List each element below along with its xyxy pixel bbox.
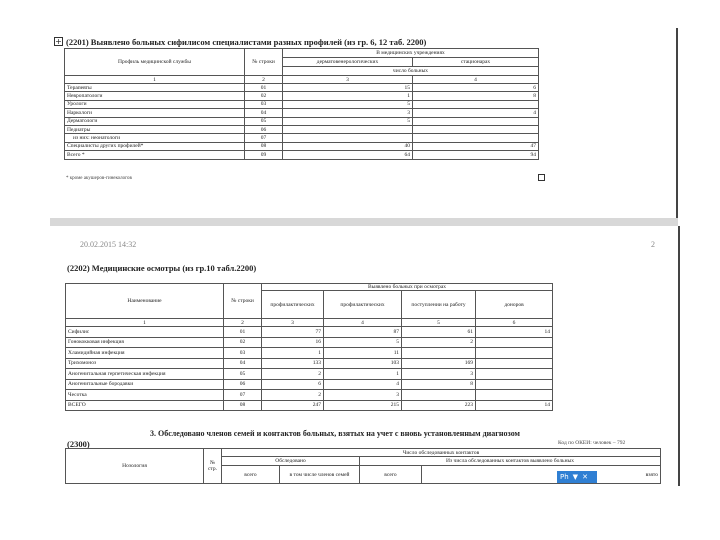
group-header: Выявлено больных при осмотрах (262, 284, 553, 291)
close-icon[interactable]: ✕ (582, 473, 588, 481)
col-header-name: Наименование (66, 284, 224, 319)
group-header: В медицинских учреждениях (283, 49, 539, 58)
language-label: Ph (560, 473, 569, 481)
cell-d (476, 337, 553, 348)
col-header-profile: Профиль медицинской службы (65, 49, 245, 76)
cell-b: 6 (413, 84, 539, 92)
table-2201 (64, 48, 539, 160)
row-no: 05 (245, 117, 283, 125)
row-name: Аногенитальная герпетическая инфекция (66, 369, 224, 380)
cell-c (402, 390, 476, 401)
table-2202 (65, 283, 553, 411)
col-header-row-no: № стр. (204, 449, 222, 484)
table-row (66, 369, 553, 380)
cell-b: 3 (324, 390, 402, 401)
table-row (66, 337, 553, 348)
footnote: * кроме акушеров-гинекологов (66, 176, 132, 181)
cell-b: 47 (413, 142, 539, 150)
col-header-a: дерматовенерологических (283, 58, 413, 67)
table-row (65, 84, 539, 92)
sub-header-detected: Из числа обследованных контактов выявлено больных (360, 457, 661, 466)
table-2201-title: (2201) Выявлено больных сифилисом специалистами разных профилей (из гр. 6, 12 таб. 2200) (66, 37, 427, 47)
table-row (65, 117, 539, 125)
cell-d (476, 369, 553, 380)
row-no: 07 (224, 390, 262, 401)
numbering-cell: 5 (402, 319, 476, 327)
row-name: Терапевты (65, 84, 245, 92)
cell-a: 77 (262, 327, 324, 338)
okei-code-note: Код по ОКЕИ: человек – 792 (558, 440, 626, 446)
row-no: 05 (224, 369, 262, 380)
row-no: 06 (245, 125, 283, 133)
row-no: 07 (245, 134, 283, 142)
numbering-cell: 4 (324, 319, 402, 327)
sub-header-examined: Обследовано (222, 457, 360, 466)
cell-d: 14 (476, 400, 553, 411)
row-no: 02 (245, 92, 283, 100)
cell-a: 64 (283, 151, 413, 159)
col-header-row-no: № строки (224, 284, 262, 319)
col-header-c: поступлении на работу (402, 291, 476, 319)
cell-b: 1 (324, 369, 402, 380)
cell-b: 4 (324, 379, 402, 390)
row-no: 03 (245, 100, 283, 108)
cell-d (476, 379, 553, 390)
cell-a: 1 (283, 92, 413, 100)
row-no: 01 (224, 327, 262, 338)
row-name: Всего * (65, 151, 245, 159)
cell-d (476, 348, 553, 359)
row-name: Педиатры (65, 125, 245, 133)
cell-a: 16 (262, 337, 324, 348)
cell-c: 8 (402, 379, 476, 390)
cell-c (402, 348, 476, 359)
numbering-cell: 3 (283, 76, 413, 84)
cell-a: 2 (262, 369, 324, 380)
table-row (66, 358, 553, 369)
row-name: Невропатологи (65, 92, 245, 100)
cell-b: 215 (324, 400, 402, 411)
cell-a: 15 (283, 84, 413, 92)
page-number: 2 (651, 240, 655, 249)
cell-a: 2 (262, 390, 324, 401)
col-header-b: стационарах (413, 58, 539, 67)
table-row (66, 379, 553, 390)
table-row (65, 142, 539, 150)
table-row (66, 327, 553, 338)
cell-a: 5 (283, 100, 413, 108)
table-row (65, 100, 539, 108)
cell-d (476, 390, 553, 401)
document-page-1 (50, 28, 678, 218)
col-header-detected-total: всего (360, 466, 422, 484)
cell-c: 169 (402, 358, 476, 369)
sub-header: число больных (283, 67, 539, 76)
col-header-nosology: Нозология (66, 449, 204, 484)
cell-d (476, 358, 553, 369)
cell-a: 40 (283, 142, 413, 150)
col-header-taken: взято (422, 466, 661, 484)
expand-icon[interactable]: + (55, 37, 62, 46)
section-3-title: 3. Обследовано членов семей и контактов больных, взятых на учет с вновь установленным диагнозом (150, 429, 520, 438)
cell-a: 1 (262, 348, 324, 359)
row-name: Гонококковая инфекция (66, 337, 224, 348)
col-header-total: всего (222, 466, 280, 484)
row-name: Хламидийная инфекция (66, 348, 224, 359)
cell-b (413, 117, 539, 125)
numbering-cell: 2 (245, 76, 283, 84)
cell-b (413, 125, 539, 133)
row-no: 04 (224, 358, 262, 369)
row-no: 02 (224, 337, 262, 348)
row-no: 03 (224, 348, 262, 359)
cell-c: 223 (402, 400, 476, 411)
cell-a: 247 (262, 400, 324, 411)
row-name: из них: неонатологи (65, 134, 245, 142)
language-indicator[interactable] (557, 471, 597, 483)
cell-b: 4 (413, 109, 539, 117)
checkbox-square-icon[interactable] (538, 174, 545, 181)
table-row (65, 92, 539, 100)
cell-d: 14 (476, 327, 553, 338)
row-no: 01 (245, 84, 283, 92)
col-header-a: профилактических (262, 291, 324, 319)
cell-b: 103 (324, 358, 402, 369)
cell-a: 6 (262, 379, 324, 390)
document-page-2 (50, 226, 680, 486)
row-name: Наркологи (65, 109, 245, 117)
row-name: Трихомоноз (66, 358, 224, 369)
col-header-b: профилактических (324, 291, 402, 319)
cell-a: 3 (283, 109, 413, 117)
section-code: (2300) (67, 439, 90, 449)
cell-b: 8 (413, 92, 539, 100)
cell-a (283, 134, 413, 142)
table-row (65, 125, 539, 133)
cell-c: 61 (402, 327, 476, 338)
cell-b (413, 100, 539, 108)
cell-a (283, 125, 413, 133)
row-name: Аногенитальные бородавки (66, 379, 224, 390)
row-name: ВСЕГО (66, 400, 224, 411)
numbering-cell: 4 (413, 76, 539, 84)
group-header: Число обследованных контактов (222, 449, 661, 457)
cell-c: 3 (402, 369, 476, 380)
numbering-cell: 1 (65, 76, 245, 84)
print-timestamp: 20.02.2015 14:32 (80, 240, 137, 249)
cell-b: 94 (413, 151, 539, 159)
chevron-down-icon[interactable]: ▼ (572, 473, 579, 481)
cell-b: 5 (324, 337, 402, 348)
table-2202-title: (2202) Медицинские осмотры (из гр.10 табл.2200) (67, 263, 257, 273)
row-name: Урологи (65, 100, 245, 108)
row-no: 08 (224, 400, 262, 411)
row-no: 08 (245, 142, 283, 150)
row-name: Сифилис (66, 327, 224, 338)
numbering-cell: 6 (476, 319, 553, 327)
table-row (66, 400, 553, 411)
cell-c: 2 (402, 337, 476, 348)
col-header-d: доноров (476, 291, 553, 319)
cell-b (413, 134, 539, 142)
col-header-row-no: № строки (245, 49, 283, 76)
row-no: 04 (245, 109, 283, 117)
row-no: 09 (245, 151, 283, 159)
col-header-family: в том числе членов семей (280, 466, 360, 484)
row-name: Специалисты других профилей* (65, 142, 245, 150)
row-name: Дерматологи (65, 117, 245, 125)
row-no: 06 (224, 379, 262, 390)
numbering-cell: 2 (224, 319, 262, 327)
table-row (65, 109, 539, 117)
page-separator (50, 218, 678, 226)
table-row (65, 151, 539, 159)
table-row (66, 390, 553, 401)
table-row (66, 348, 553, 359)
table-row (65, 134, 539, 142)
numbering-cell: 3 (262, 319, 324, 327)
cell-a: 133 (262, 358, 324, 369)
cell-b: 87 (324, 327, 402, 338)
cell-a: 5 (283, 117, 413, 125)
row-name: Чесотка (66, 390, 224, 401)
cell-b: 11 (324, 348, 402, 359)
numbering-cell: 1 (66, 319, 224, 327)
